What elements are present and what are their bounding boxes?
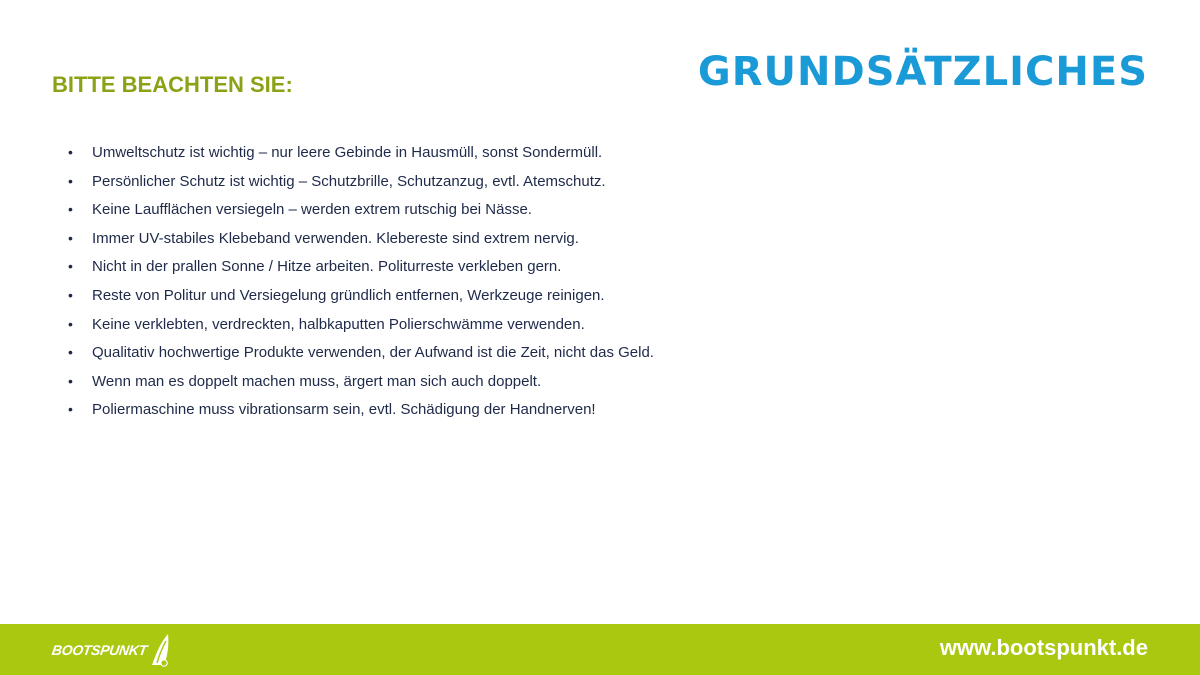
bullet-mark: • (68, 144, 73, 160)
bullet-item (68, 395, 828, 424)
bullet-text: Immer UV-stabiles Klebeband verwenden. Klebereste sind extrem nervig. (92, 229, 579, 247)
bullet-list (68, 138, 828, 424)
bullet-text: Qualitativ hochwertige Produkte verwenden, der Aufwand ist die Zeit, nicht das Geld. (92, 344, 654, 362)
bullet-item (68, 338, 828, 367)
bullet-mark: • (68, 344, 73, 361)
bullet-item (68, 281, 828, 310)
bullet-item (68, 195, 828, 224)
bullet-text: Poliermaschine muss vibrationsarm sein, evtl. Schädigung der Handnerven! (92, 401, 596, 419)
bootspunkt-logo[interactable] (52, 632, 173, 668)
bullet-text: Wenn man es doppelt machen muss, ärgert man sich auch doppelt. (92, 372, 542, 390)
bullet-item (68, 310, 828, 339)
bullet-item (68, 167, 828, 196)
bullet-mark: • (68, 172, 73, 189)
bullet-mark: • (68, 286, 73, 303)
bullet-item (68, 252, 828, 281)
bullet-text: Umweltschutz ist wichtig – nur leere Gebinde in Hausmüll, sonst Sondermüll. (92, 144, 603, 161)
footer-bar (0, 624, 1200, 675)
bullet-text: Keine verklebten, verdreckten, halbkaputten Polierschwämme verwenden. (92, 315, 585, 333)
section-heading: BITTE BEACHTEN SIE: (52, 72, 293, 97)
bullet-item (68, 224, 828, 253)
sail-logo-icon (143, 632, 173, 668)
bullet-text: Persönlicher Schutz ist wichtig – Schutzbrille, Schutzanzug, evtl. Atemschutz. (92, 172, 606, 190)
bullet-mark: • (68, 401, 73, 418)
bullet-text: Reste von Politur und Versiegelung gründlich entfernen, Werkzeuge reinigen. (92, 286, 605, 304)
website-url[interactable]: www.bootspunkt.de (939, 635, 1148, 660)
bullet-mark: • (68, 315, 73, 332)
bullet-mark: • (68, 372, 73, 389)
bullet-mark: • (68, 229, 73, 246)
bullet-mark: • (68, 201, 73, 218)
bullet-text: Keine Laufflächen versiegeln – werden extrem rutschig bei Nässe. (92, 201, 532, 219)
logo-text: BOOTSPUNKT (50, 642, 149, 658)
slide-title: GRUNDSÄTZLICHES (697, 49, 1148, 95)
bullet-mark: • (68, 258, 73, 275)
bullet-item (68, 367, 828, 396)
bullet-item (68, 138, 828, 167)
bullet-text: Nicht in der prallen Sonne / Hitze arbeiten. Politurreste verkleben gern. (92, 258, 562, 276)
